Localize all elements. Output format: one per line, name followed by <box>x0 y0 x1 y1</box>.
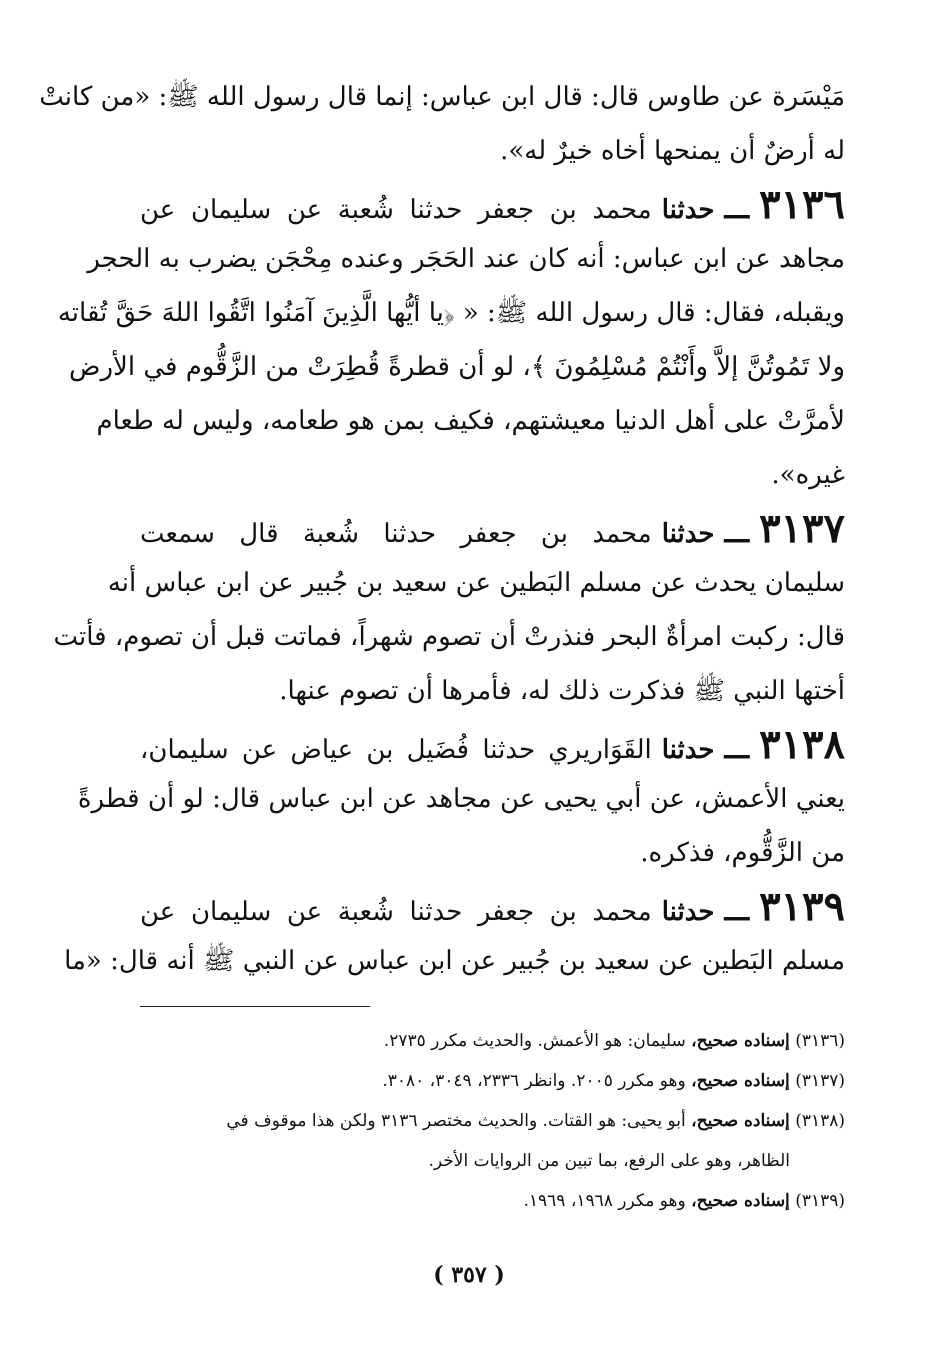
text-line: لأمرَّتْ على أهل الدنيا معيشتهم، فكيف بمن هو طعامه، وليس له طعام <box>96 406 845 436</box>
footnote-grade: إسناده صحيح، <box>691 1031 790 1051</box>
footnote-ref: (٣١٣٩) <box>795 1191 845 1211</box>
hadith-keyword: حدثنا <box>661 519 715 549</box>
text-line: مسلم البَطين عن سعيد بن جُبير عن ابن عباس عن النبي ﷺ أنه قال: «ما <box>64 946 845 976</box>
text-line: غيره». <box>771 460 845 490</box>
footnote-3138-continued <box>140 1141 845 1181</box>
hadith-number: ٣١٣٦ <box>759 181 845 228</box>
hadith-first-line: محمد بن جعفر حدثنا شُعبة عن سليمان عن <box>140 897 652 927</box>
footnote-3137 <box>140 1061 845 1101</box>
footnote-3136 <box>140 1021 845 1061</box>
footnote-text: أبو يحيى: هو القتات. والحديث مختصر ٣١٣٦ ولكن هذا موقوف في <box>226 1111 686 1131</box>
footnote-ref: (٣١٣٧) <box>795 1071 845 1091</box>
text-line: ولا تَمُوتُنَّ إلاَّ وأَنْتُمْ مُسْلِمُونَ ﴾، لو أن قطرةً قُطِرَتْ من الزَّقُّوم في الأرض <box>69 352 845 382</box>
hadith-header-3136 <box>140 178 845 232</box>
text-line: مَيْسَرة عن طاوس قال: قال ابن عباس: إنما قال رسول الله ﷺ: «من كانتْ <box>39 82 845 112</box>
footnote-3139 <box>140 1181 845 1221</box>
text-line: ويقبله، فقال: قال رسول الله ﷺ: « ﴿يا أيُّها الَّذِينَ آمَنُوا اتَّقُوا اللهَ حَقَّ تُقاته <box>57 298 845 328</box>
hadith-number: ٣١٣٨ <box>759 721 845 768</box>
text-line: يعني الأعمش، عن أبي يحيى عن مجاهد عن ابن عباس قال: لو أن قطرةً <box>77 784 845 814</box>
hadith-keyword: حدثنا <box>661 735 715 765</box>
hadith-number: ٣١٣٩ <box>759 883 845 930</box>
text-line: له أرضٌ أن يمنحها أخاه خيرٌ له». <box>500 136 845 166</box>
hadith-number: ٣١٣٧ <box>759 505 845 552</box>
page-number: ( ٣٥٧ ) <box>433 1262 505 1288</box>
dash: ـــ <box>724 192 750 225</box>
dash: ـــ <box>724 516 750 549</box>
footnote-3138 <box>140 1101 845 1141</box>
footnote-text: وهو مكرر ١٩٦٨، ١٩٦٩. <box>523 1191 686 1211</box>
dash: ـــ <box>724 732 750 765</box>
hadith-keyword: حدثنا <box>661 195 715 225</box>
hadith-first-line: محمد بن جعفر حدثنا شُعبة قال سمعت <box>140 519 652 549</box>
hadith-first-line: محمد بن جعفر حدثنا شُعبة عن سليمان عن <box>140 195 652 225</box>
footnote-text: سليمان: هو الأعمش. والحديث مكرر ٢٧٣٥. <box>383 1031 686 1051</box>
hadith-first-line: القَوَاريري حدثنا فُضَيل بن عياض عن سليمان، <box>140 735 652 765</box>
hadith-header-3137 <box>140 502 845 556</box>
footnote-text: الظاهر، وهو على الرفع، بما تبين من الروايات الأخر. <box>428 1151 790 1171</box>
text-line: مجاهد عن ابن عباس: أنه كان عند الحَجَر وعنده مِحْجَن يضرب به الحجر <box>87 244 845 274</box>
hadith-keyword: حدثنا <box>661 897 715 927</box>
footnote-divider <box>140 1006 370 1007</box>
footnote-grade: إسناده صحيح، <box>691 1191 790 1211</box>
dash: ـــ <box>724 894 750 927</box>
footnote-grade: إسناده صحيح، <box>691 1111 790 1131</box>
text-line: سليمان يحدث عن مسلم البَطين عن سعيد بن جُبير عن ابن عباس أنه <box>107 568 845 598</box>
footnote-ref: (٣١٣٦) <box>795 1031 845 1051</box>
hadith-header-3138 <box>140 718 845 772</box>
text-line: من الزَّقُّوم، فذكره. <box>640 838 845 868</box>
footnote-grade: إسناده صحيح، <box>691 1071 790 1091</box>
page-body <box>39 70 845 1221</box>
text-line: أختها النبي ﷺ فذكرت ذلك له، فأمرها أن تصوم عنها. <box>279 676 845 706</box>
footnote-ref: (٣١٣٨) <box>795 1111 845 1131</box>
footnote-text: وهو مكرر ٢٠٠٥. وانظر ٢٣٣٦، ٣٠٤٩، ٣٠٨٠. <box>382 1071 686 1091</box>
text-line: قال: ركبت امرأةٌ البحر فنذرتْ أن تصوم شهراً، فماتت قبل أن تصوم، فأتت <box>53 622 845 652</box>
hadith-header-3139 <box>140 880 845 934</box>
